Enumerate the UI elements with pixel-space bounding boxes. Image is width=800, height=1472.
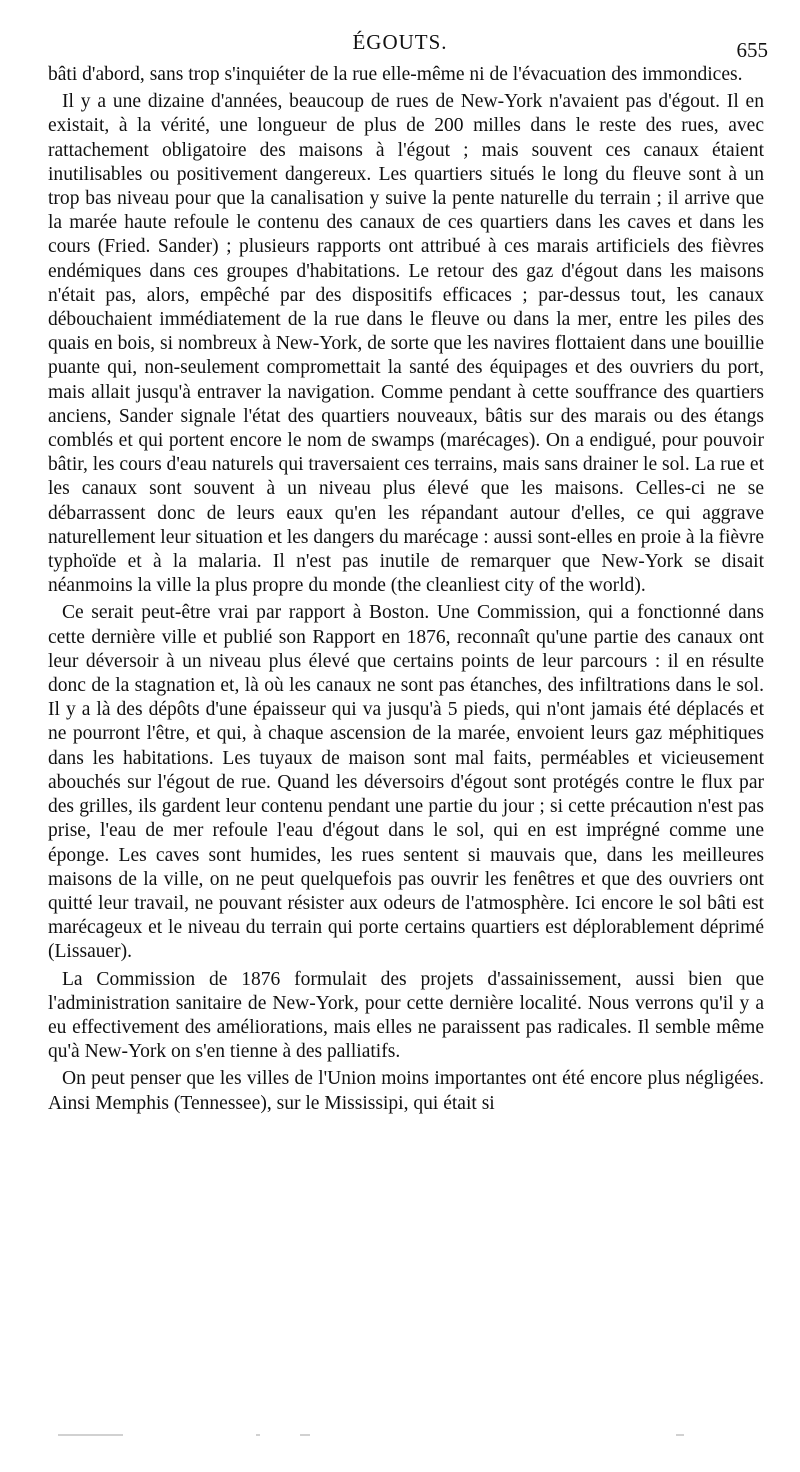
body-text (48, 63, 764, 1119)
print-mark (256, 1434, 260, 1436)
paragraph-new-york-sewers: Il y a une dizaine d'années, beaucoup de rues de New-York n'avaient pas d'égout. Il en existait, à la vérité, une longueur de plus de 200 milles dans le reste des rues, avec rattachement obligatoire des maisons à l'égout ; mais souvent ces canaux étaient inutilisables ou positivement dangereux. Les quartiers situés le long du fleuve sont à un trop bas niveau pour que la canalisation y suive la pente naturelle du terrain ; il arrive que la marée haute refoule le contenu des canaux de ces quartiers dans les caves et dans les cours (Fried. Sander) ; plusieurs rapports ont attribué à ces marais artificiels des fièvres endémiques dans ces groupes d'habitations. Le retour des gaz d'égout dans les maisons n'était pas, alors, empêché par des dispositifs efficaces ; par-dessus tout, les canaux débouchaient immédiatement de la rue dans le fleuve ou dans la mer, entre les piles des quais en bois, si nombreux à New-York, de sorte que les navires flottaient dans une bouillie puante qui, non-seulement compromettait la santé des équipages et des ouvriers du port, mais allait jusqu'à entraver la navigation. Comme pendant à cette souffrance des quartiers anciens, Sander signale l'état des quartiers nouveaux, bâtis sur des marais ou des étangs comblés et qui portent encore le nom de swamps (marécages). On a endigué, pour pouvoir bâtir, les cours d'eau naturels qui traversaient ces terrains, mais sans drainer le sol. La rue et les canaux sont souvent à un niveau plus élevé que les maisons. Celles-ci ne se débarrassent donc de leurs eaux qu'en les répandant autour d'elles, ce qui aggrave naturellement leur situation et les dangers du marécage : aussi sont-elles en proie à la fièvre typhoïde et à la malaria. Il n'est pas inutile de remarquer que New-York se disait néanmoins la ville la plus propre du monde (the cleanliest city of the world). (48, 91, 764, 597)
print-mark (300, 1434, 310, 1436)
running-title: ÉGOUTS. (352, 30, 448, 54)
paragraph-commission: La Commission de 1876 formulait des projets d'assainissement, aussi bien que l'administration sanitaire de New-York, pour cette dernière localité. Nous verrons qu'il y a eu effectivement des améliorations, mais elles ne paraissent pas radicales. Il semble même qu'à New-York on s'en tienne à des palliatifs. (48, 968, 764, 1063)
print-artifacts (58, 1432, 688, 1438)
print-mark (58, 1434, 123, 1436)
page-number: 655 (736, 38, 768, 62)
paragraph-continuation: bâti d'abord, sans trop s'inquiéter de la rue elle-même ni de l'évacuation des immondices. (48, 64, 743, 85)
paragraph-memphis: On peut penser que les villes de l'Union moins importantes ont été encore plus négligées. Ainsi Memphis (Tennessee), sur le Mississipi, qui était si (48, 1068, 764, 1114)
running-head (0, 30, 800, 62)
print-mark (676, 1434, 684, 1436)
paragraph-boston: Ce serait peut-être vrai par rapport à Boston. Une Commission, qui a fonctionné dans cette dernière ville et publié son Rapport en 1876, reconnaît qu'une partie des canaux ont leur déversoir à un niveau plus élevé que certains points de leur parcours : il en résulte donc de la stagnation et, là où les canaux ne sont pas étanches, des infiltrations dans le sol. Il y a là des dépôts d'une épaisseur qui va jusqu'à 5 pieds, qui n'ont jamais été déplacés et ne pourront l'être, et qui, à chaque ascension de la marée, envoient leurs gaz méphitiques dans les habitations. Les tuyaux de maison sont mal faits, perméables et vicieusement abouchés sur l'égout de rue. Quand les déversoirs d'égout sont protégés contre le flux par des grilles, ils gardent leur contenu pendant une partie du jour ; si cette précaution n'est pas prise, l'eau de mer refoule l'eau d'égout dans le sol, qui en est imprégné comme une éponge. Les caves sont humides, les rues sentent si mauvais que, dans les meilleures maisons de la ville, on ne peut quelquefois pas ouvrir les fenêtres et que des ouvriers ont quitté leur travail, ne pouvant résister aux odeurs de l'atmosphère. Ici encore le sol bâti est marécageux et le niveau du terrain qui porte certains quartiers est déplorablement déprimé (Lissauer). (48, 602, 764, 963)
